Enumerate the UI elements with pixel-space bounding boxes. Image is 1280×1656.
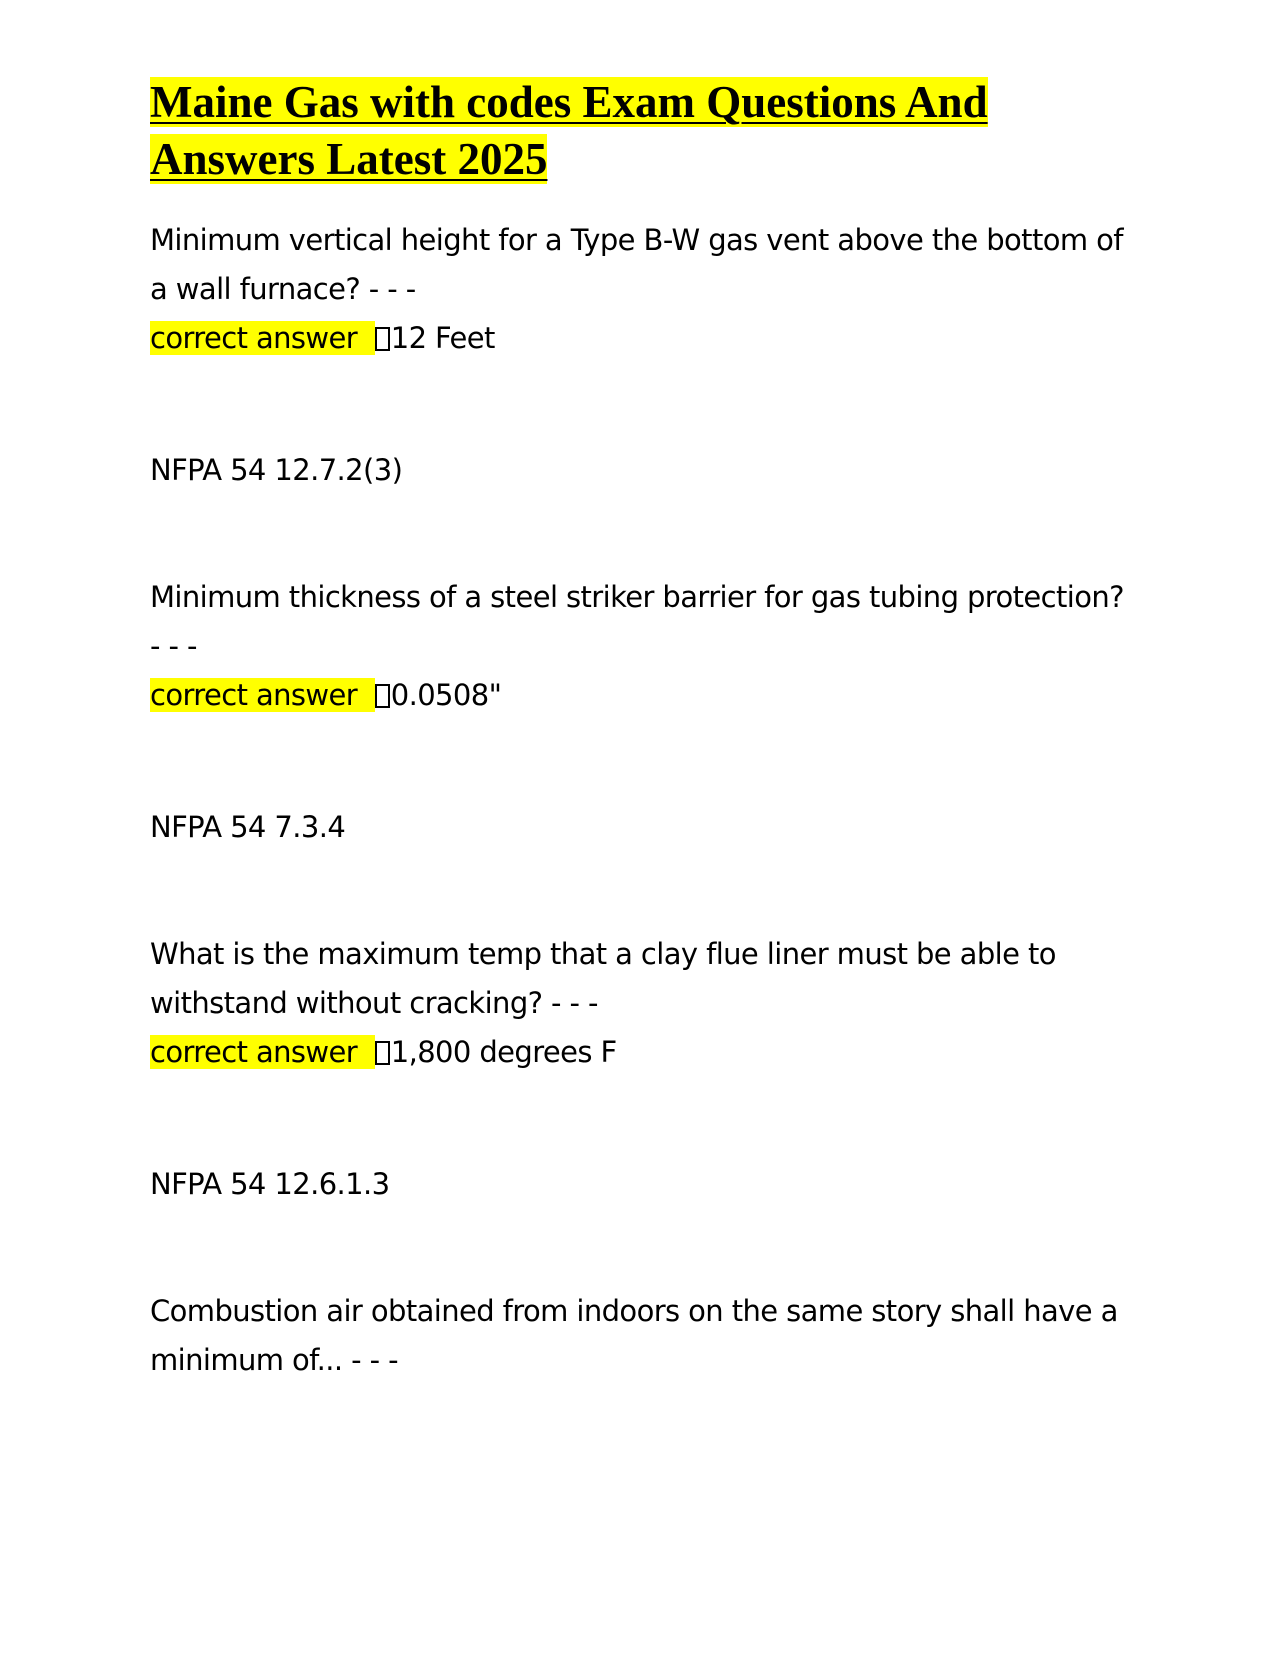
question-text: What is the maximum temp that a clay flue liner must be able to withstand without cracking? - - - (150, 937, 1056, 1020)
document-title (150, 74, 1130, 188)
title-line-1: Maine Gas with codes Exam Questions And (150, 77, 988, 127)
code-reference: NFPA 54 12.6.1.3 (150, 1167, 390, 1201)
correct-answer-label: correct answer (150, 678, 375, 712)
correct-answer-label: correct answer (150, 1035, 375, 1069)
document-page (150, 74, 1130, 1385)
answer-text: 12 Feet (390, 321, 495, 355)
code-reference: NFPA 54 7.3.4 (150, 810, 346, 844)
answer-line (150, 671, 1130, 720)
missing-glyph-box-icon (375, 684, 390, 708)
qa-item-2 (150, 573, 1130, 852)
answer-line (150, 1028, 1130, 1077)
correct-answer-label: correct answer (150, 321, 375, 355)
answer-line (150, 314, 1130, 363)
missing-glyph-box-icon (375, 1041, 390, 1065)
question-text: Combustion air obtained from indoors on the same story shall have a minimum of... - - - (150, 1294, 1118, 1377)
qa-item-4 (150, 1287, 1130, 1385)
question-text: Minimum thickness of a steel striker barrier for gas tubing protection? - - - (150, 580, 1124, 663)
qa-item-3 (150, 930, 1130, 1209)
qa-item-1 (150, 216, 1130, 495)
question-text: Minimum vertical height for a Type B-W gas vent above the bottom of a wall furnace? - - - (150, 223, 1123, 306)
answer-text: 1,800 degrees F (390, 1035, 617, 1069)
title-line-2: Answers Latest 2025 (150, 134, 548, 184)
code-reference: NFPA 54 12.7.2(3) (150, 453, 403, 487)
answer-text: 0.0508" (390, 678, 502, 712)
missing-glyph-box-icon (375, 327, 390, 351)
